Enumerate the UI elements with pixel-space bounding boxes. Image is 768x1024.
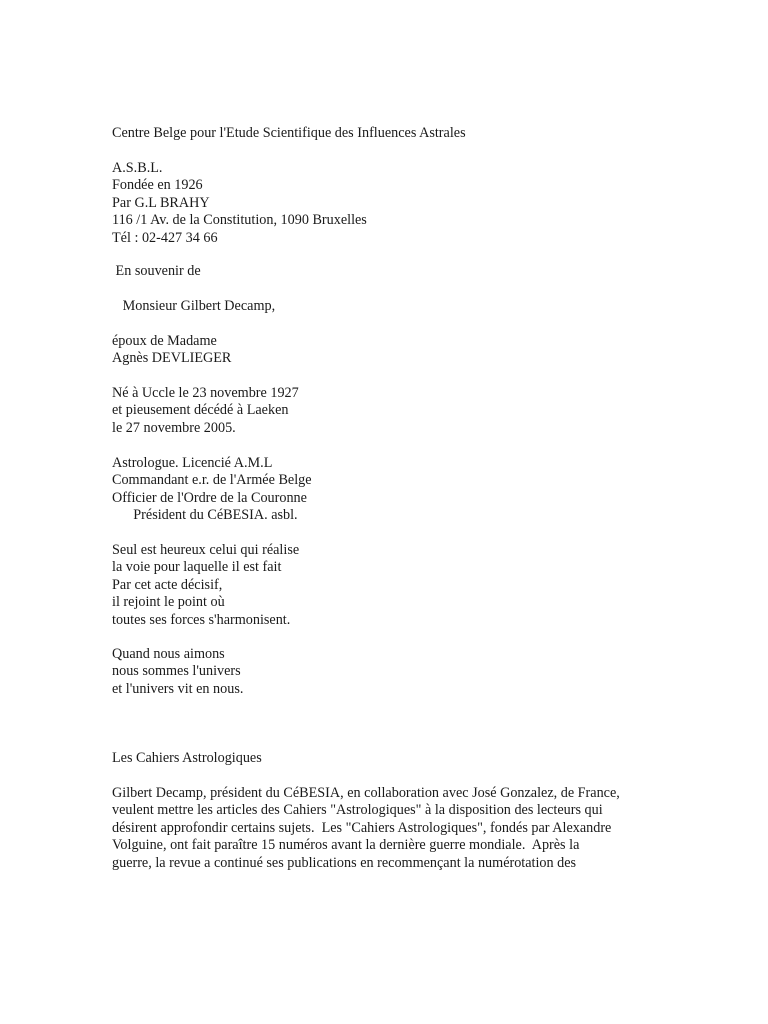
body-paragraph (112, 785, 672, 872)
spouse-line: époux de Madame (112, 333, 217, 349)
section-title (112, 750, 672, 767)
poem-line: nous sommes l'univers (112, 663, 241, 680)
paragraph-line: Volguine, ont fait paraître 15 numéros avant la dernière guerre mondiale. Après la (112, 837, 580, 854)
org-line-founded: Fondée en 1926 (112, 177, 203, 194)
paragraph-line: veulent mettre les articles des Cahiers "Astrologiques" à la disposition des lecteurs qui (112, 802, 603, 819)
memorial-intro (112, 263, 672, 280)
section-title-line: Les Cahiers Astrologiques (112, 750, 262, 766)
poem-line: Seul est heureux celui qui réalise (112, 542, 300, 558)
poem-line: toutes ses forces s'harmonisent. (112, 611, 291, 628)
spouse-line: Agnès DEVLIEGER (112, 350, 232, 367)
poem-line: Quand nous aimons (112, 646, 225, 662)
birth-death-info (112, 385, 672, 437)
poem-stanza-1 (112, 542, 672, 629)
memorial-name (112, 298, 672, 315)
org-line-asbl: A.S.B.L. (112, 160, 163, 176)
title-line: Président du CéBESIA. asbl. (112, 507, 298, 524)
poem-line: Par cet acte décisif, (112, 576, 223, 593)
poem-line: il rejoint le point où (112, 594, 225, 611)
title-line: Astrologue. Licencié A.M.L (112, 455, 273, 471)
memorial-name-line: Monsieur Gilbert Decamp, (112, 298, 276, 314)
org-line-address: 116 /1 Av. de la Constitution, 1090 Bruxelles (112, 212, 367, 229)
poem-stanza-2 (112, 646, 672, 698)
poem-line: et l'univers vit en nous. (112, 680, 244, 697)
organization-details (112, 160, 672, 247)
birth-death-line: et pieusement décédé à Laeken (112, 402, 289, 419)
header-line: Centre Belge pour l'Etude Scientifique des Influences Astrales (112, 125, 466, 141)
organization-header (112, 125, 672, 142)
org-line-phone: Tél : 02-427 34 66 (112, 229, 218, 246)
paragraph-line: guerre, la revue a continué ses publications en recommençant la numérotation des (112, 854, 577, 871)
poem-line: la voie pour laquelle il est fait (112, 559, 282, 576)
birth-death-line: le 27 novembre 2005. (112, 419, 236, 436)
memorial-intro-line: En souvenir de (112, 263, 201, 279)
spouse-info (112, 333, 672, 368)
paragraph-line: désirent approfondir certains sujets. Les "Cahiers Astrologiques", fondés par Alexandre (112, 819, 612, 836)
paragraph-line: Gilbert Decamp, président du CéBESIA, en collaboration avec José Gonzalez, de France, (112, 785, 620, 801)
org-line-founder: Par G.L BRAHY (112, 194, 210, 211)
title-line: Commandant e.r. de l'Armée Belge (112, 472, 312, 489)
title-line: Officier de l'Ordre de la Couronne (112, 489, 307, 506)
birth-death-line: Né à Uccle le 23 novembre 1927 (112, 385, 299, 401)
titles-info (112, 455, 672, 525)
